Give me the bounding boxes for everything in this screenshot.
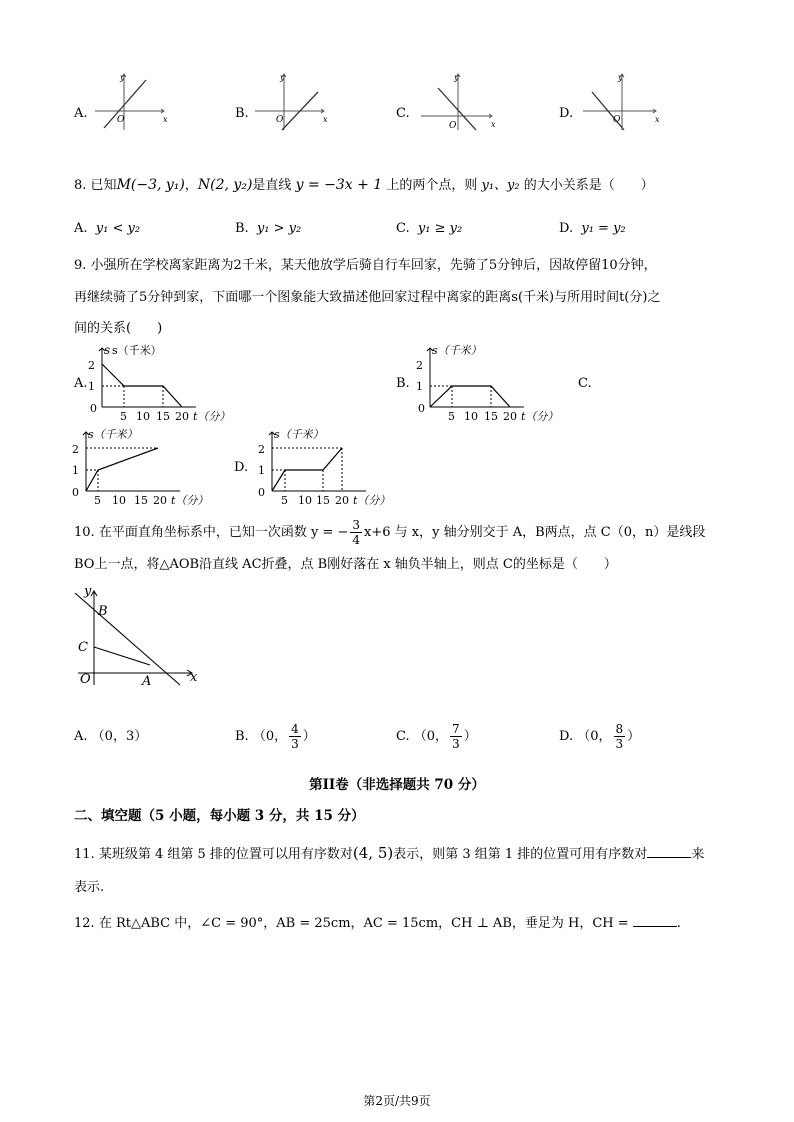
q7-option-a-label: A. <box>74 106 88 121</box>
q9-graph-d <box>252 424 402 506</box>
svg-text:5: 5 <box>281 494 288 506</box>
svg-text:15: 15 <box>156 410 170 422</box>
svg-text:5: 5 <box>120 410 127 422</box>
q9-option-d-label: D. <box>234 460 249 475</box>
svg-text:2: 2 <box>88 359 95 372</box>
q8-option-d: D. y₁ = y₂ <box>559 221 626 236</box>
svg-text:2: 2 <box>416 359 423 372</box>
section2-title: 二、填空题（5 小题，每小题 3 分，共 15 分） <box>74 808 365 824</box>
q11-blank <box>647 845 691 858</box>
svg-text:1: 1 <box>258 464 265 477</box>
q8-stem <box>74 177 654 194</box>
q8-post: 上的两个点，则 <box>386 178 478 193</box>
q11-line-1: 11. 某班级第 4 组第 5 排的位置可以用有序数对(4, 5)表示，则第 3 组第 1 排的位置可用有序数对 来 <box>74 844 705 862</box>
q10-line-1: 10. 在平面直角坐标系中，已知一次函数 y = − $\frac{3}{4}$ x+6 与 x，y 轴分别交于 A，B两点，点 C（0，n）是线段 <box>74 518 706 547</box>
q7-c-o: O <box>449 121 457 131</box>
svg-text:1: 1 <box>88 380 95 393</box>
q7-b-x: x <box>323 115 328 124</box>
q8-tail: 的大小关系是（ ） <box>523 178 654 193</box>
q12-blank <box>633 914 677 927</box>
q7-option-b-label: B. <box>235 106 249 121</box>
svg-text:s: s <box>104 343 111 357</box>
q9-option-a-label: A. <box>74 376 88 391</box>
q7-d-y: y <box>618 73 623 82</box>
svg-text:15: 15 <box>316 494 330 506</box>
svg-text:2: 2 <box>258 443 265 456</box>
q9-line-3: 间的关系( ) <box>74 321 163 336</box>
page-footer: 第2页/共9页 <box>363 1094 431 1108</box>
q8-mid: 是直线 <box>252 178 292 193</box>
q8-point-n: N(2, y₂) <box>197 177 253 193</box>
svg-text:5: 5 <box>448 410 455 422</box>
q8-line: y = −3x + 1 <box>295 177 383 193</box>
svg-text:10: 10 <box>298 494 312 506</box>
q10-option-d: D. （0， $\frac{8}{3}$ ） <box>559 722 641 751</box>
svg-text:20: 20 <box>175 410 189 422</box>
svg-text:0: 0 <box>72 486 79 499</box>
q7-option-a-graph <box>92 70 170 132</box>
svg-text:1: 1 <box>72 464 79 477</box>
q7-option-d-graph <box>580 70 662 132</box>
q7-d-x: x <box>655 115 660 124</box>
q12-line: 12. 在 Rt△ABC 中，∠C = 90°，AB = 25cm，AC = 15cm，CH ⊥ AB，垂足为 H，CH = . <box>74 916 681 931</box>
q7-a-o: O <box>117 115 125 125</box>
svg-text:10: 10 <box>464 410 478 422</box>
svg-text:C: C <box>78 640 88 655</box>
svg-text:10: 10 <box>136 410 150 422</box>
svg-text:15: 15 <box>484 410 498 422</box>
svg-text:15: 15 <box>134 494 148 506</box>
q7-a-y: y <box>120 73 125 82</box>
svg-text:0: 0 <box>258 486 265 499</box>
q7-option-c-label: C. <box>396 106 410 121</box>
q10-option-c: C. （0， $\frac{7}{3}$ ） <box>396 722 477 751</box>
svg-text:0: 0 <box>90 402 97 415</box>
q11-line-2: 表示. <box>74 880 105 895</box>
svg-text:10: 10 <box>112 494 126 506</box>
svg-text:x: x <box>190 670 198 685</box>
q10-figure <box>70 585 210 690</box>
q8-point-m: M(−3, y₁) <box>116 177 185 193</box>
q8-option-c: C. y₁ ≥ y₂ <box>396 221 463 236</box>
q8-option-b: B. y₁ > y₂ <box>235 221 302 236</box>
q8-vars: y₁、y₂ <box>481 178 520 193</box>
svg-text:A: A <box>142 674 152 689</box>
q7-b-o: O <box>276 115 284 125</box>
q9-graph-a <box>86 340 236 422</box>
q9-a-ylabel: s（千米） <box>112 344 162 357</box>
q7-option-d-label: D. <box>559 106 574 121</box>
q10-option-b: B. （0， $\frac{4}{3}$ ） <box>235 722 316 751</box>
q7-c-x: x <box>491 120 496 129</box>
svg-text:O: O <box>80 672 91 687</box>
q7-a-x: x <box>163 115 168 124</box>
svg-text:t（分）: t（分） <box>521 410 559 422</box>
q8-pre: 已知 <box>90 178 117 193</box>
q9-graph-c <box>58 424 208 506</box>
svg-text:5: 5 <box>94 494 101 506</box>
svg-text:B: B <box>98 604 108 619</box>
svg-text:y: y <box>84 585 92 599</box>
svg-text:2: 2 <box>72 443 79 456</box>
svg-text:s（千米）: s（千米） <box>432 344 482 357</box>
svg-text:20: 20 <box>335 494 349 506</box>
q9-graph-b <box>414 340 564 422</box>
q7-b-y: y <box>280 73 285 82</box>
q9-option-b-label: B. <box>396 376 410 391</box>
svg-text:t（分）: t（分） <box>171 494 208 506</box>
q7-d-o: O <box>613 115 621 125</box>
part2-title: 第II卷（非选择题共 70 分） <box>309 777 485 793</box>
svg-text:0: 0 <box>418 402 425 415</box>
q9-option-c-label: C. <box>578 376 592 391</box>
q8-sep: ， <box>184 178 198 193</box>
q9-line-2: 再继续骑了5分钟到家，下面哪一个图象能大致描述他回家过程中离家的距离s(千米)与所用时间t(分)之 <box>74 290 661 305</box>
svg-text:1: 1 <box>416 380 423 393</box>
q10-line-2: BO上一点，将△AOB沿直线 AC折叠，点 B刚好落在 x 轴负半轴上，则点 C的坐标是（ ） <box>74 557 617 572</box>
q8-number: 8. <box>74 178 87 193</box>
q7-option-c-graph <box>418 70 498 132</box>
q7-c-y: y <box>454 73 459 82</box>
svg-text:t（分）: t（分） <box>193 410 231 422</box>
svg-text:s（千米）: s（千米） <box>274 428 324 441</box>
q8-option-a: A. y₁ < y₂ <box>74 221 141 236</box>
q10-option-a: A. （0，3） <box>74 729 148 744</box>
q9-line-1: 9. 小强所在学校离家距离为2千米，某天他放学后骑自行车回家，先骑了5分钟后，因故停留10分钟， <box>74 258 657 273</box>
q7-option-b-graph <box>252 70 330 132</box>
svg-text:t（分）: t（分） <box>353 494 391 506</box>
q11-pair: (4, 5) <box>352 844 394 862</box>
svg-text:20: 20 <box>503 410 517 422</box>
svg-text:20: 20 <box>153 494 167 506</box>
svg-text:s（千米）: s（千米） <box>88 428 138 441</box>
